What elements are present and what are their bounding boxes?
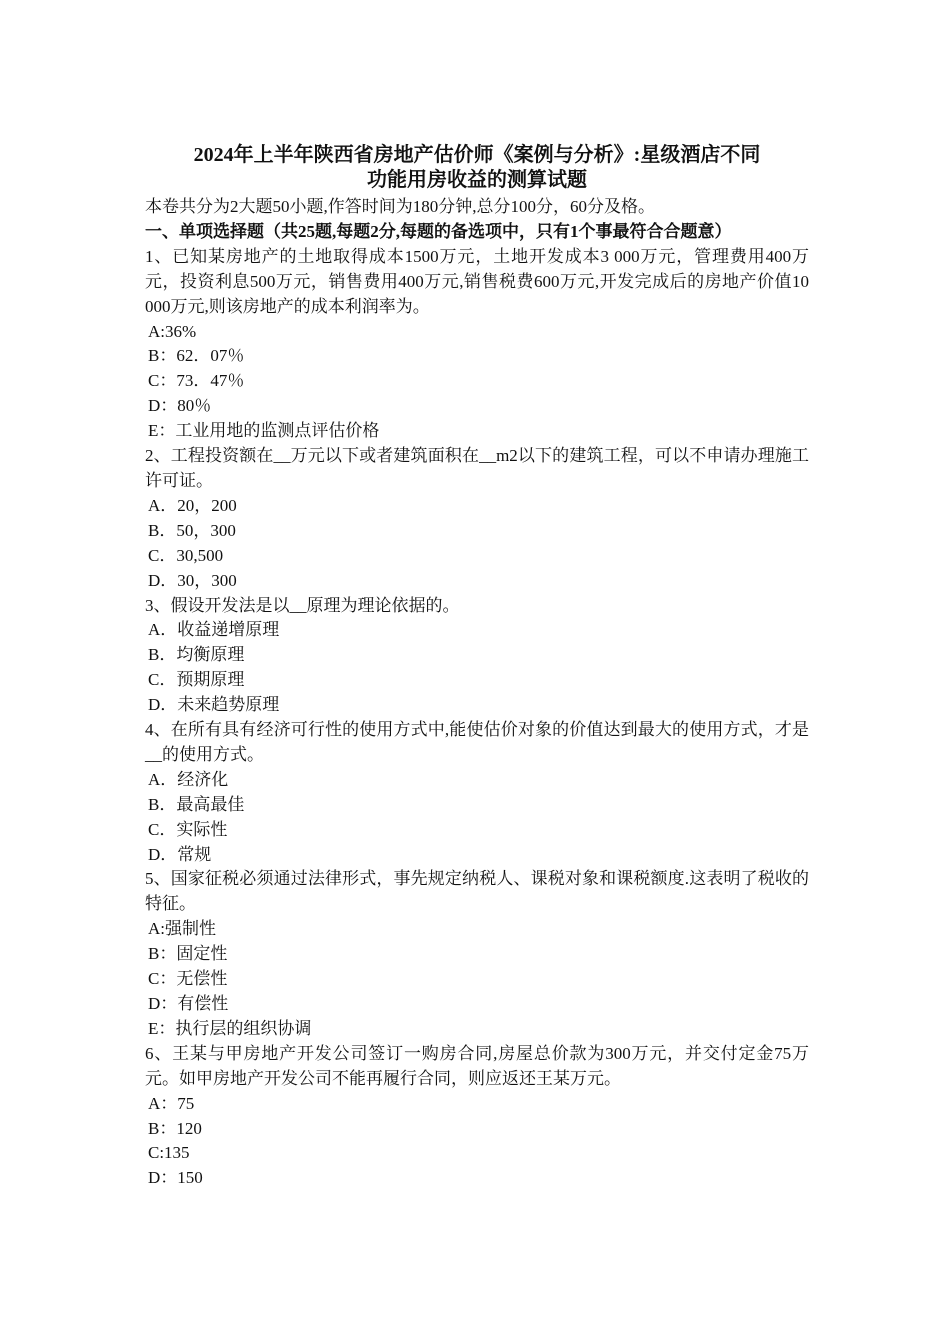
option-d: D：有偿性 bbox=[148, 994, 229, 1013]
option-b: B．50，300 bbox=[148, 520, 236, 540]
question-text: 2、工程投资额在__万元以下或者建筑面积在__m2以下的建筑工程，可以不申请办理施工许可证。 bbox=[145, 446, 809, 490]
exam-intro: 本卷共分为2大题50小题,作答时间为180分钟,总分100分，60分及格。 bbox=[145, 197, 655, 216]
option-c: C:135 bbox=[148, 1143, 190, 1163]
question-6 bbox=[145, 1042, 809, 1191]
question-text: 6、王某与甲房地产开发公司签订一购房合同,房屋总价款为300万元，并交付定金75万元。如甲房地产开发公司不能再履行合同，则应返还王某万元。 bbox=[145, 1043, 809, 1088]
option-c: C．预期原理 bbox=[148, 670, 245, 690]
option-b: B：62．07％ bbox=[148, 346, 245, 366]
option-c: C：无偿性 bbox=[148, 969, 228, 989]
question-5 bbox=[145, 867, 809, 1041]
question-4 bbox=[145, 718, 809, 867]
document-title-line-1: 2024年上半年陕西省房地产估价师《案例与分析》:星级酒店不同 bbox=[193, 144, 761, 166]
option-a: A：75 bbox=[148, 1093, 195, 1113]
option-b: B．均衡原理 bbox=[148, 645, 245, 665]
option-c: C．30,500 bbox=[148, 545, 224, 565]
section-heading: 一、单项选择题（共25题,每题2分,每题的备选项中，只有1个事最符合合题意） bbox=[145, 221, 732, 241]
option-b: B．最高最佳 bbox=[148, 794, 245, 814]
document-title-line-2: 功能用房收益的测算试题 bbox=[367, 169, 587, 191]
option-b: B：120 bbox=[148, 1118, 202, 1138]
question-1 bbox=[145, 245, 809, 444]
option-d: D：80％ bbox=[148, 396, 212, 416]
option-d: D．常规 bbox=[148, 844, 212, 864]
document-page bbox=[145, 143, 809, 1191]
question-text: 3、假设开发法是以__原理为理论依据的。 bbox=[145, 595, 460, 615]
option-a: A．收益递增原理 bbox=[148, 620, 280, 640]
question-3 bbox=[145, 594, 809, 719]
question-2 bbox=[145, 444, 809, 593]
option-e: E：执行层的组织协调 bbox=[148, 1018, 312, 1038]
option-d: D：150 bbox=[148, 1168, 203, 1188]
option-d: D．30，300 bbox=[148, 570, 237, 590]
option-c: C．实际性 bbox=[148, 819, 228, 839]
option-c: C：73．47％ bbox=[148, 371, 245, 391]
option-a: A:36% bbox=[148, 321, 197, 341]
option-a: A．20，200 bbox=[148, 495, 237, 515]
question-text: 1、已知某房地产的土地取得成本1500万元，土地开发成本3 000万元，管理费用400万元，投资利息500万元，销售费用400万元,销售税费600万元,开发完成后的房地产价值10 000万元,则该房地产的成本利润率为。 bbox=[145, 246, 809, 316]
option-a: A．经济化 bbox=[148, 769, 229, 789]
option-e: E：工业用地的监测点评估价格 bbox=[148, 421, 380, 441]
question-text: 5、国家征税必须通过法律形式，事先规定纳税人、课税对象和课税额度.这表明了税收的特征。 bbox=[145, 869, 809, 914]
option-a: A:强制性 bbox=[148, 919, 216, 939]
question-text: 4、在所有具有经济可行性的使用方式中,能使估价对象的价值达到最大的使用方式，才是__的使用方式。 bbox=[145, 720, 809, 764]
option-d: D．未来趋势原理 bbox=[148, 695, 280, 715]
option-b: B：固定性 bbox=[148, 944, 228, 964]
